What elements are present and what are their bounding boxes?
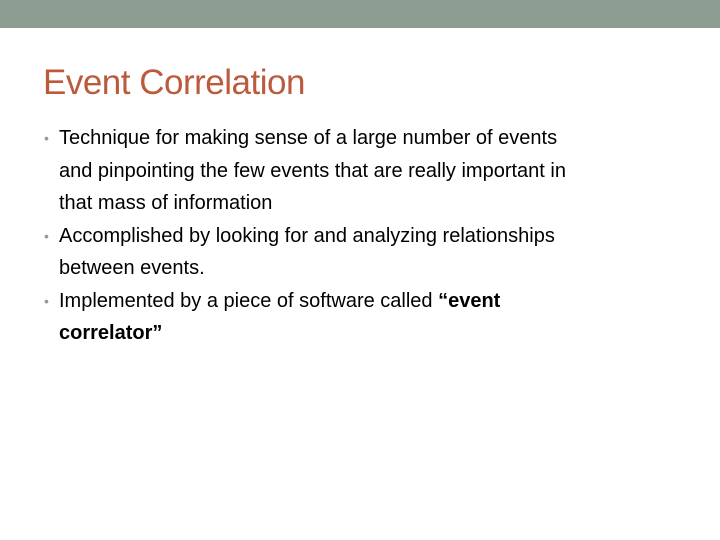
bullet-dot-icon: • (44, 130, 49, 146)
bullet-text-line: Technique for making sense of a large number of events (59, 127, 558, 149)
bullet-dot-icon: • (44, 292, 49, 309)
bullet-text-line: and pinpointing the few events that are really important in (59, 159, 566, 182)
bullet-item (44, 220, 694, 285)
bullet-list (44, 122, 694, 350)
slide-title: Event Correlation (43, 63, 305, 102)
bullet-item (44, 122, 694, 220)
bullet-text-line: that mass of information (59, 192, 273, 214)
bullet-text-line: between events. (59, 257, 205, 279)
bullet-item (44, 285, 694, 350)
bullet-dot-icon: • (44, 227, 49, 244)
bullet-emphasis: “event (438, 289, 501, 312)
bullet-emphasis-continuation: correlator” (59, 322, 163, 344)
top-accent-band (0, 0, 720, 28)
bullet-text-line (59, 285, 694, 318)
bullet-text-lead: Implemented by a piece of software called (59, 289, 439, 312)
bullet-text-line: Accomplished by looking for and analyzing relationships (59, 224, 555, 247)
